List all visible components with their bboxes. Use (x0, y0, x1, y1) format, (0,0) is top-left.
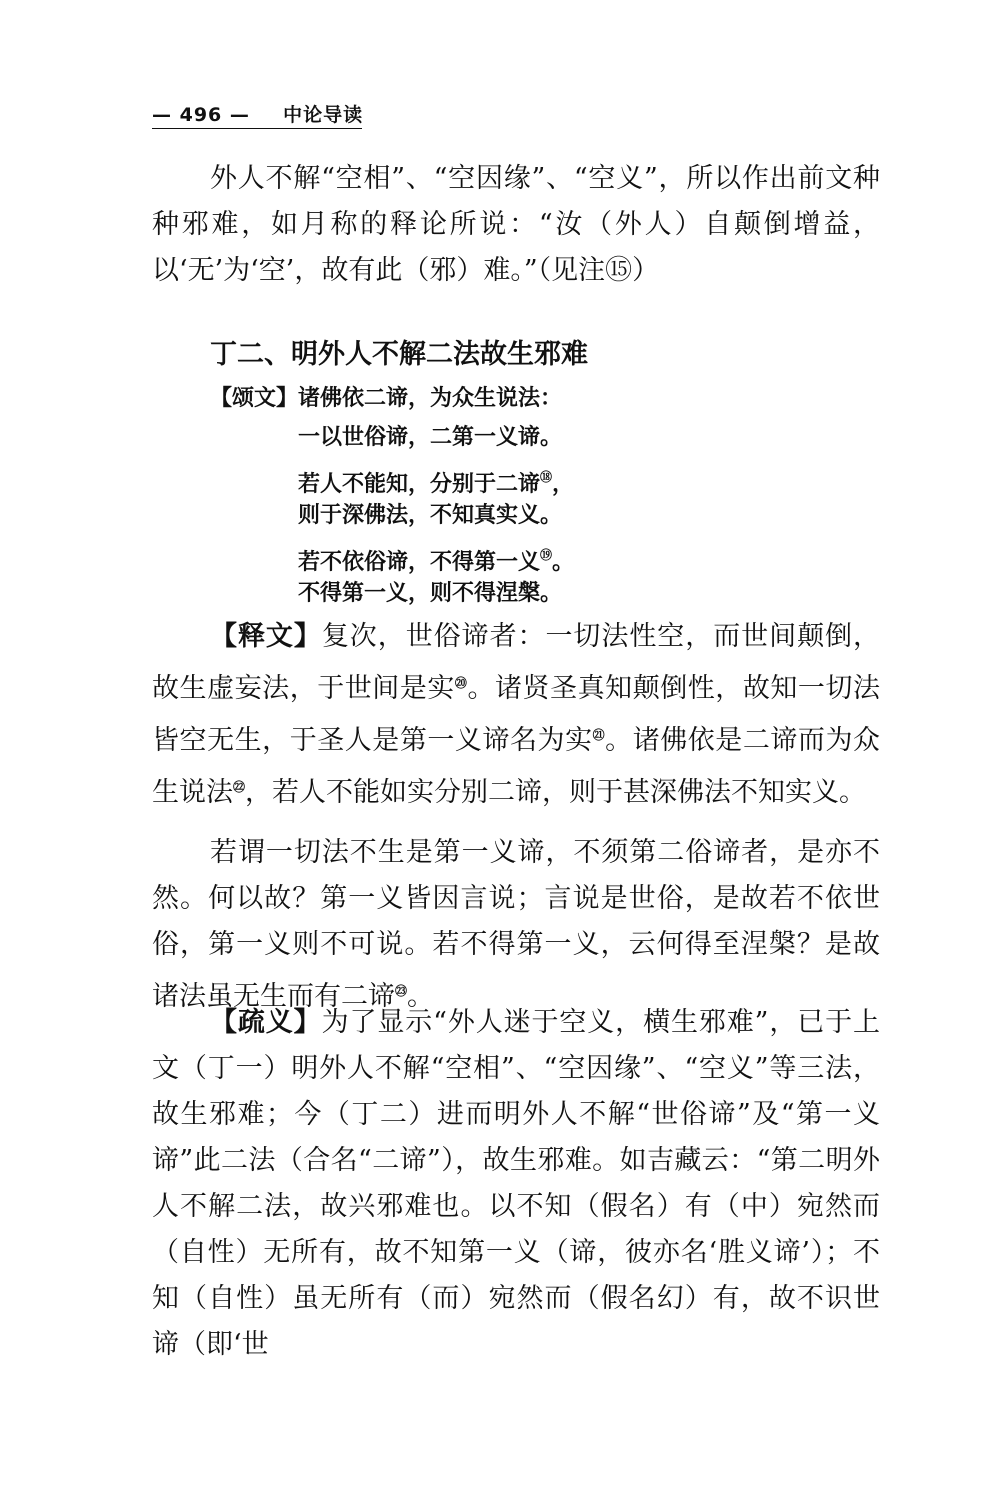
verse-line-4: 则于深佛法，不知真实义。 (298, 503, 563, 528)
commentary2-end: 。 (407, 981, 435, 1012)
footnote-marker-19: ⑲ (540, 548, 553, 562)
footnote-marker-20: ⑳ (454, 676, 468, 690)
book-title: 中论导读 (283, 104, 364, 126)
verse-line-5 (298, 540, 574, 578)
verse-line-1 (210, 384, 562, 414)
verse-text-3: 若人不能知，分别于二谛 (298, 472, 541, 497)
exposition-paragraph (152, 1000, 880, 1368)
page-number: — 496 — (152, 104, 250, 126)
commentary-part-3: 。诸佛依是二谛而为众生说法 (152, 725, 880, 808)
commentary-part-1: 复次，世俗谛者：一切法性空，而世间颠倒，故生虚妄法，于世间是实 (152, 621, 881, 704)
header-rule (152, 128, 362, 129)
commentary-paragraph-2 (152, 830, 880, 1020)
section-heading: 丁二、明外人不解二法故生邪难 (210, 339, 588, 370)
footnote-marker-22: ㉒ (233, 780, 246, 794)
intro-paragraph: 外人不解“空相”、“空因缘”、“空义”，所以作出前文种种邪难，如月称的释论所说：“汝（外人）自颠倒增益，以‘无’为‘空’，故有此（邪）难。”（见注⑮） (152, 163, 880, 286)
commentary-part-4: ，若人不能如实分别二谛，则于甚深佛法不知实义。 (245, 777, 867, 808)
footnote-marker-21: ㉑ (592, 728, 606, 742)
verse-text-5: 若不依俗谛，不得第一义 (298, 550, 541, 575)
exposition-label: 【疏义】 (210, 1007, 322, 1038)
verse-line-6: 不得第一义，则不得涅槃。 (298, 581, 563, 606)
verse-line-3 (298, 462, 574, 500)
commentary2-text: 若谓一切法不生是第一义谛，不须第二俗谛者，是亦不然。何以故？第一义皆因言说；言说是世俗，是故若不依世俗，第一义则不可说。若不得第一义，云何得至涅槃？是故诸法虽无生而有二谛 (152, 837, 880, 1012)
page-header (152, 100, 362, 127)
commentary-part-2: 。诸贤圣真知颠倒性，故知一切法皆空无生，于圣人是第一义谛名为实 (152, 673, 880, 756)
verse-punct-3: ， (552, 472, 575, 497)
verse-line-2: 一以世俗谛，二第一义谛。 (298, 425, 563, 450)
commentary-paragraph (152, 614, 880, 816)
footnote-marker-23: ㉓ (395, 984, 408, 998)
commentary-label: 【释文】 (210, 621, 322, 652)
footnote-marker-18: ⑱ (540, 470, 553, 484)
verse-punct-5: 。 (552, 550, 575, 575)
exposition-text: 为了显示“外人迷于空义，横生邪难”，已于上文（丁一）明外人不解“空相”、“空因缘”、“空义”等三法，故生邪难；今（丁二）进而明外人不解“世俗谛”及“第一义谛”此二法（合名“二谛”），故生邪难。如吉藏云：“第二明外人不解二法，故兴邪难也。以不知（假名）有（中）宛然而（自性）无所有，故不知第一义（谛，彼亦名‘胜义谛’）；不知（自性）虽无所有（而）宛然而（假名幻）有，故不识世谛（即‘世 (152, 1007, 881, 1360)
verse-label: 【颂文】 (210, 386, 299, 411)
verse-text-1: 诸佛依二谛，为众生说法： (298, 386, 563, 411)
